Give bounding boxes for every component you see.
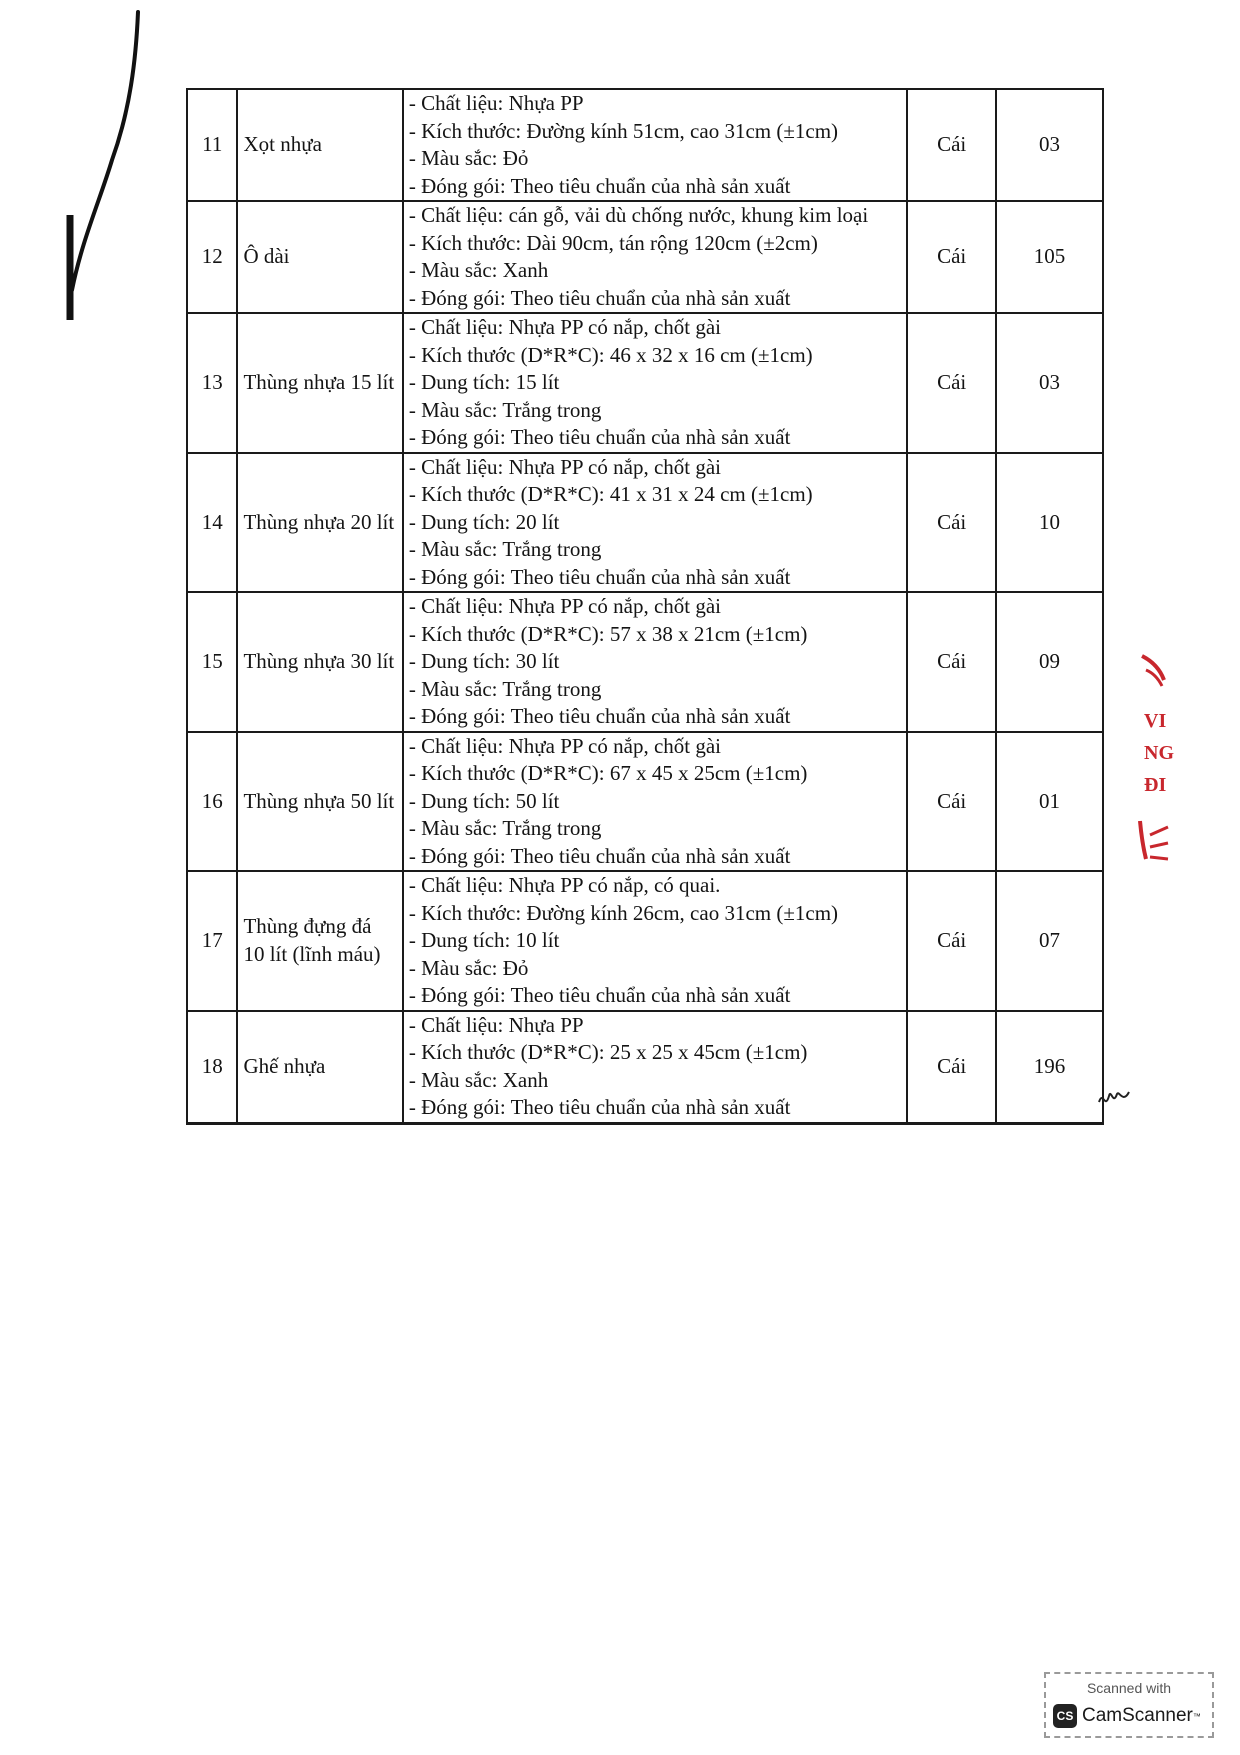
- quantity: 07: [996, 871, 1103, 1011]
- spec-line: - Màu sắc: Xanh: [408, 258, 549, 282]
- row-number: 11: [187, 89, 237, 201]
- item-specification: [403, 871, 907, 1011]
- quantity: 105: [996, 201, 1103, 313]
- item-name: Ghế nhựa: [237, 1011, 402, 1124]
- binding-mark: [60, 0, 150, 330]
- quantity: 03: [996, 89, 1103, 201]
- stamp-ring-top: [1128, 650, 1176, 690]
- quantity: 01: [996, 732, 1103, 872]
- item-name: Thùng nhựa 30 lít: [237, 592, 402, 732]
- table-row: [187, 592, 1103, 732]
- spec-line: - Dung tích: 20 lít: [408, 509, 560, 534]
- spec-line: - Kích thước: Đường kính 26cm, cao 31cm (±1cm): [408, 900, 839, 925]
- spec-line: - Màu sắc: Trắng trong: [408, 397, 602, 422]
- row-number: 13: [187, 313, 237, 453]
- spec-line: - Chất liệu: Nhựa PP có nắp, chốt gài: [408, 315, 722, 339]
- unit: Cái: [907, 732, 996, 872]
- spec-line: - Kích thước: Dài 90cm, tán rộng 120cm (±2cm): [408, 230, 818, 255]
- item-specification: [403, 453, 907, 593]
- spec-line: - Đóng gói: Theo tiêu chuẩn của nhà sản xuất: [408, 425, 791, 449]
- item-name: Thùng nhựa 20 lít: [237, 453, 402, 593]
- spec-line: - Dung tích: 15 lít: [408, 370, 560, 394]
- spec-line: - Kích thước (D*R*C): 41 x 31 x 24 cm (±1cm): [408, 482, 813, 506]
- table-row: [187, 871, 1103, 1011]
- spec-line: - Dung tích: 10 lít: [408, 928, 560, 952]
- item-name: Thùng nhựa 15 lít: [237, 313, 402, 453]
- row-number: 16: [187, 732, 237, 872]
- spec-line: - Chất liệu: Nhựa PP có nắp, chốt gài: [408, 454, 722, 479]
- item-specification: [403, 592, 907, 732]
- spec-line: - Đóng gói: Theo tiêu chuẩn của nhà sản xuất: [408, 1095, 791, 1119]
- table-row: [187, 453, 1103, 593]
- spec-line: - Chất liệu: cán gỗ, vải dù chống nước, khung kim loại: [408, 203, 869, 227]
- scanned-with-caption: Scanned with: [1086, 1680, 1172, 1696]
- spec-line: - Kích thước: Đường kính 51cm, cao 31cm (±1cm): [408, 118, 839, 143]
- quantity: 10: [996, 453, 1103, 593]
- trademark-icon: ™: [1192, 1711, 1201, 1721]
- spec-line: - Đóng gói: Theo tiêu chuẩn của nhà sản xuất: [408, 285, 791, 310]
- spec-line: - Kích thước (D*R*C): 46 x 32 x 16 cm (±1cm): [408, 342, 813, 367]
- spec-line: - Đóng gói: Theo tiêu chuẩn của nhà sản xuất: [408, 704, 791, 728]
- spec-line: - Màu sắc: Đỏ: [408, 955, 529, 980]
- item-name: Xọt nhựa: [237, 89, 402, 201]
- unit: Cái: [907, 313, 996, 453]
- spec-line: - Màu sắc: Trắng trong: [408, 816, 602, 840]
- stamp-ring-bottom: [1128, 815, 1176, 865]
- item-specification: [403, 201, 907, 313]
- spec-line: - Chất liệu: Nhựa PP có nắp, chốt gài: [408, 733, 722, 758]
- stamp-text-line: ĐI: [1144, 774, 1167, 796]
- spec-line: - Chất liệu: Nhựa PP có nắp, có quai.: [408, 873, 721, 897]
- spec-line: - Chất liệu: Nhựa PP có nắp, chốt gài: [408, 594, 722, 618]
- spec-line: - Màu sắc: Xanh: [408, 1067, 549, 1092]
- spec-line: - Kích thước (D*R*C): 25 x 25 x 45cm (±1cm): [408, 1040, 808, 1064]
- camscanner-brand: CamScanner: [1082, 1705, 1193, 1726]
- quantity: 196: [996, 1011, 1103, 1124]
- row-number: 14: [187, 453, 237, 593]
- item-name: Ô dài: [237, 201, 402, 313]
- item-specification: [403, 1011, 907, 1124]
- product-spec-table: [186, 88, 1104, 1125]
- item-specification: [403, 313, 907, 453]
- row-number: 17: [187, 871, 237, 1011]
- item-name: Thùng nhựa 50 lít: [237, 732, 402, 872]
- handwritten-initials: [1095, 1082, 1135, 1112]
- unit: Cái: [907, 871, 996, 1011]
- spec-line: - Màu sắc: Trắng trong: [408, 676, 602, 701]
- item-name: Thùng đựng đá 10 lít (lĩnh máu): [237, 871, 402, 1011]
- spec-line: - Đóng gói: Theo tiêu chuẩn của nhà sản xuất: [408, 983, 791, 1007]
- table-row: [187, 732, 1103, 872]
- spec-line: - Đóng gói: Theo tiêu chuẩn của nhà sản xuất: [408, 564, 791, 589]
- row-number: 15: [187, 592, 237, 732]
- spec-line: - Kích thước (D*R*C): 57 x 38 x 21cm (±1cm): [408, 621, 808, 646]
- table-row: [187, 1011, 1103, 1124]
- red-stamp-fragment: [1128, 650, 1176, 870]
- camscanner-icon: CS: [1053, 1704, 1077, 1728]
- spec-line: - Chất liệu: Nhựa PP: [408, 91, 584, 115]
- spec-line: - Chất liệu: Nhựa PP: [408, 1012, 584, 1037]
- stamp-text-line: VI: [1144, 710, 1167, 732]
- spec-line: - Đóng gói: Theo tiêu chuẩn của nhà sản xuất: [408, 173, 791, 198]
- row-number: 18: [187, 1011, 237, 1124]
- quantity: 03: [996, 313, 1103, 453]
- quantity: 09: [996, 592, 1103, 732]
- unit: Cái: [907, 201, 996, 313]
- stamp-text-line: NG: [1144, 742, 1174, 764]
- spec-line: - Màu sắc: Trắng trong: [408, 537, 602, 561]
- row-number: 12: [187, 201, 237, 313]
- item-specification: [403, 732, 907, 872]
- camscanner-logo: [1053, 1704, 1201, 1728]
- unit: Cái: [907, 592, 996, 732]
- table-row: [187, 313, 1103, 453]
- table-row: [187, 201, 1103, 313]
- spec-line: - Đóng gói: Theo tiêu chuẩn của nhà sản xuất: [408, 843, 791, 868]
- spec-line: - Kích thước (D*R*C): 67 x 45 x 25cm (±1cm): [408, 761, 808, 785]
- item-specification: [403, 89, 907, 201]
- unit: Cái: [907, 89, 996, 201]
- spec-line: - Dung tích: 50 lít: [408, 788, 560, 813]
- spec-line: - Dung tích: 30 lít: [408, 649, 560, 673]
- unit: Cái: [907, 1011, 996, 1124]
- camscanner-badge: [1044, 1672, 1214, 1738]
- spec-line: - Màu sắc: Đỏ: [408, 146, 529, 170]
- unit: Cái: [907, 453, 996, 593]
- table-row: [187, 89, 1103, 201]
